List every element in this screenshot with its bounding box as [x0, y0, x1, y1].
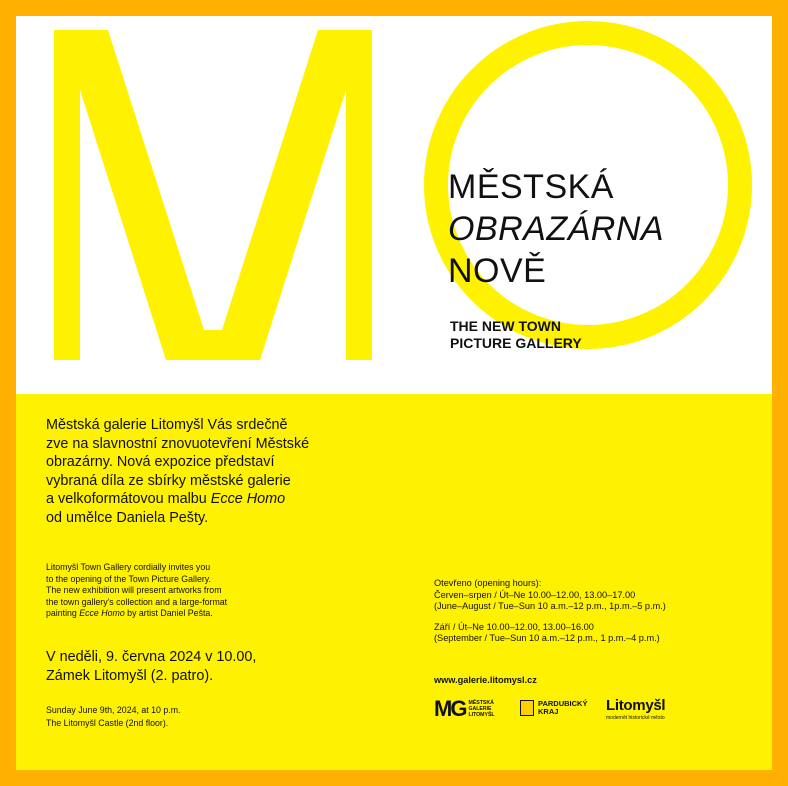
- gallery-logo-line: GALERIE: [468, 706, 492, 712]
- region-logo-text: [538, 700, 587, 716]
- title-line-3: NOVĚ: [448, 252, 547, 290]
- invitation-en-text: by artist Daniel Pešta.: [124, 608, 213, 618]
- invitation-czech: [46, 416, 346, 528]
- opening-date-czech: [46, 648, 256, 685]
- invitation-cz-line: obrazárny. Nová expozice představí: [46, 454, 275, 471]
- invitation-en-line: [46, 608, 296, 620]
- town-logo: [606, 697, 665, 721]
- venue-cz-line: Zámek Litomyšl (2. patro).: [46, 667, 214, 684]
- invitation-cz-line: od umělce Daniela Pešty.: [46, 509, 209, 526]
- artwork-title: Ecce Homo: [79, 608, 125, 618]
- hours-summer-cz: Červen–srpen / Út–Ne 10.00–12.00, 13.00–17.00: [434, 589, 636, 600]
- invitation-en-line: The new exhibition will present artworks from: [46, 585, 222, 595]
- gallery-logo-text: [468, 700, 494, 718]
- big-letter-m: [54, 30, 394, 360]
- invitation-cz-line: vybraná díla ze sbírky městské galerie: [46, 472, 291, 489]
- gallery-logo-mark: MG: [434, 696, 466, 721]
- invitation-en-line: the town gallery's collection and a large-format: [46, 596, 228, 607]
- town-logo-tagline: modernět historické město: [606, 715, 665, 721]
- region-logo: [520, 700, 587, 716]
- gallery-logo-line: LITOMYŠL: [468, 712, 495, 718]
- website-link[interactable]: www.galerie.litomysl.cz: [434, 675, 537, 685]
- date-cz-line: V neděli, 9. června 2024 v 10.00,: [46, 649, 257, 665]
- invitation-en-line: Litomyšl Town Gallery cordially invites you: [46, 562, 211, 572]
- subtitle-line-2: PICTURE GALLERY: [450, 335, 582, 351]
- invitation-cz-line: [46, 490, 346, 509]
- artwork-title: Ecce Homo: [210, 491, 286, 508]
- hours-september-en: (September / Tue–Sun 10 a.m.–12 p.m., 1 p.m.–4 p.m.): [434, 633, 660, 644]
- gallery-logo-line: MĚSTSKÁ: [468, 700, 494, 706]
- region-logo-line: KRAJ: [538, 707, 559, 716]
- venue-en-line: The Litomyšl Castle (2nd floor).: [46, 717, 169, 728]
- invitation-cz-text: a velkoformátovou malbu: [46, 491, 211, 508]
- invitation-en-text: painting: [46, 608, 80, 618]
- hours-heading: Otevřeno (opening hours):: [434, 578, 542, 588]
- exhibition-subtitle: [450, 318, 582, 352]
- subtitle-line-1: THE NEW TOWN: [450, 318, 561, 334]
- gallery-logo: [434, 696, 495, 722]
- town-logo-name: Litomyšl: [606, 697, 666, 714]
- opening-date-english: [46, 704, 181, 729]
- opening-hours: [434, 578, 666, 645]
- title-line-2: OBRAZÁRNA: [448, 210, 665, 248]
- date-en-line: Sunday June 9th, 2024, at 10 p.m.: [46, 705, 181, 715]
- region-logo-line: PARDUBICKÝ: [538, 699, 588, 708]
- hours-september-cz: Září / Út–Ne 10.00–12.00, 13.00–16.00: [434, 621, 594, 632]
- title-line-1: MĚSTSKÁ: [448, 168, 614, 206]
- invitation-cz-line: zve na slavnostní znovuotevření Městské: [46, 435, 310, 452]
- invitation-english: [46, 562, 296, 620]
- exhibition-title: [448, 166, 664, 292]
- invitation-en-line: to the opening of the Town Picture Gallery.: [46, 573, 211, 584]
- hours-summer-en: (June–August / Tue–Sun 10 a.m.–12 p.m., 1p.m.–5 p.m.): [434, 601, 666, 612]
- region-crest-icon: [520, 700, 534, 716]
- invitation-cz-line: Městská galerie Litomyšl Vás srdečně: [46, 417, 288, 433]
